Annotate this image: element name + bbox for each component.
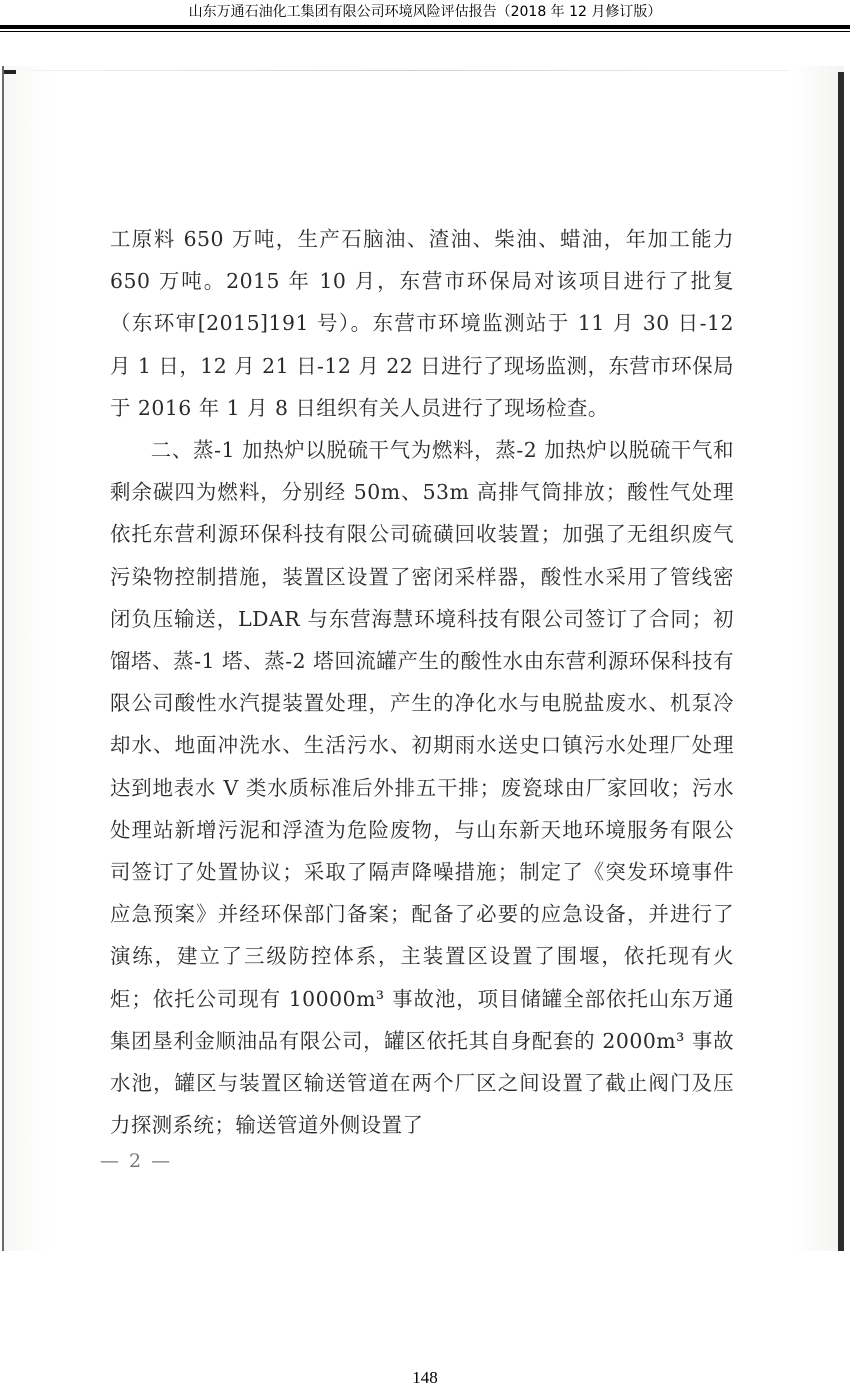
scanned-page-number: — 2 — [100,1150,173,1172]
scan-edge-left [2,66,4,1251]
header-rule-thin [0,31,850,32]
scan-corner-mark [4,70,16,74]
paragraph-2: 二、蒸-1 加热炉以脱硫干气为燃料，蒸-2 加热炉以脱硫干气和剩余碳四为燃料，分别经 50m、53m 高排气筒排放；酸性气处理依托东营利源环保科技有限公司硫磺回收装置；加强了无组织废气污染物控制措施，装置区设置了密闭采样器，酸性水采用了管线密闭负压输送，LDAR 与东营海慧环境科技有限公司签订了合同；初馏塔、蒸-1 塔、蒸-2 塔回流罐产生的酸性水由东营利源环保科技有限公司酸性水汽提装置处理，产生的净化水与电脱盐废水、机泵冷却水、地面冲洗水、生活污水、初期雨水送史口镇污水处理厂处理达到地表水 V 类水质标准后外排五干排；废瓷球由厂家回收；污水处理站新增污泥和浮渣为危险废物，与山东新天地环境服务有限公司签订了处置协议；采取了隔声降噪措施；制定了《突发环境事件应急预案》并经环保部门备案；配备了必要的应急设备，并进行了演练，建立了三级防控体系，主装置区设置了围堰，依托现有火炬；依托公司现有 10000m³ 事故池，项目储罐全部依托山东万通集团垦利金顺油品有限公司，罐区依托其自身配套的 2000m³ 事故水池，罐区与装置区输送管道在两个厂区之间设置了截止阀门及压力探测系统；输送管道外侧设置了 [110,438,734,1138]
paragraph-1: 工原料 650 万吨，生产石脑油、渣油、柴油、蜡油，年加工能力 650 万吨。2015 年 10 月，东营市环保局对该项目进行了批复（东环审[2015]191 号）。东营市环境监测站于 11 月 30 日-12 月 1 日，12 月 21 日-12 月 22 日进行了现场监测，东营市环保局于 2016 年 1 月 8 日组织有关人员进行了现场检查。 [110,227,734,420]
scan-top-line [30,70,790,71]
document-header-title: 山东万通石油化工集团有限公司环境风险评估报告（2018 年 12 月修订版） [188,4,662,20]
scan-edge-right [838,72,844,1251]
header-rule-thick [0,25,850,29]
scanned-body-text [110,218,734,1146]
footer-page-number: 148 [412,1368,438,1387]
